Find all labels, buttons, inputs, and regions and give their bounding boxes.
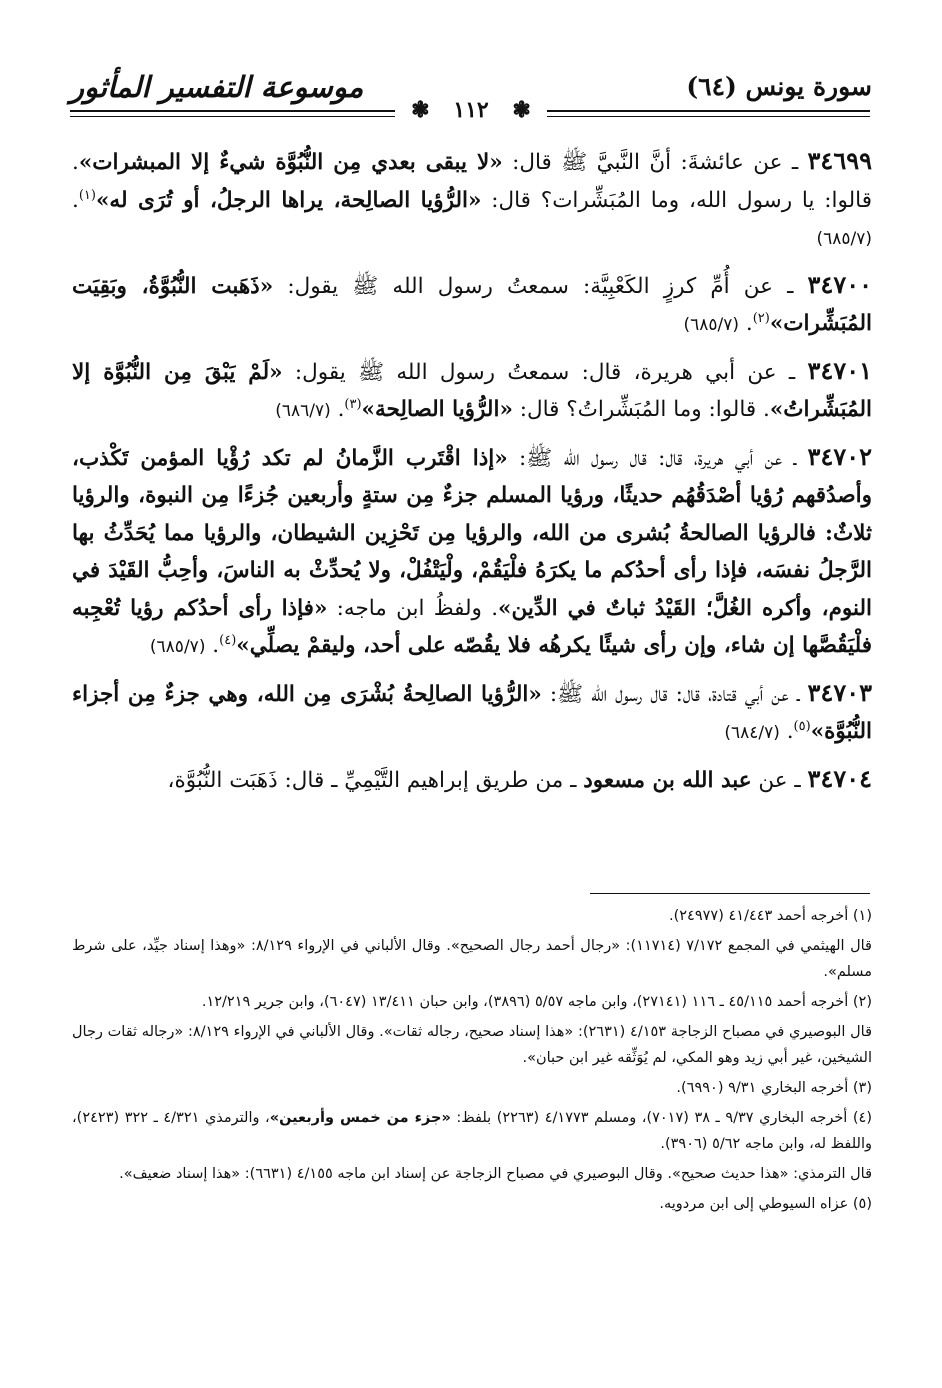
footnote [72, 989, 872, 1015]
text-segment: ـ عن عائشةَ: أنَّ النَّبيَّ ﷺ قال: [502, 150, 808, 175]
text-segment: . قالوا: وما المُبَشِّراتُ؟ قال: [512, 397, 770, 422]
book-title: موسوعة التفسير المأثور [70, 70, 364, 104]
footnote-text: ، والترمذي ٤/٣٢١ ـ ٣٢٢ (٢٤٢٣)، واللفظ له، وابن ماجه ٥/٦٢ (٣٩٠٦). [72, 1110, 872, 1152]
quote-text: «لا يبقى بعدي مِن النُّبُوَّة شيءٌ إلا المبشرات» [78, 150, 503, 175]
quote-text: «الرُّؤيا الصالِحةُ بُشْرَى مِن الله، وهي جزءٌ مِن أجزاء النُّبُوَّة» [72, 681, 872, 744]
page-number-bar [0, 97, 942, 123]
text-segment: . [72, 187, 79, 213]
entry-number: ٣٤٦٩٩ [807, 146, 872, 175]
footnote-marker: (٤) [219, 632, 237, 648]
footnote-text: (٣) أخرجه البخاري ٩/٣١ (٦٩٩٠). [676, 1080, 872, 1096]
quote-text: «ذَهَبت النُّبُوَّةُ، وبَقِيَت المُبَشِّرات» [72, 273, 872, 336]
footnote-text: (٢) أخرجه أحمد ٤٥/١١٥ ـ ١١٦ (٢٧١٤١)، وابن ماجه ٥/٥٧ (٣٨٩٦)، وابن حبان ١٣/٤١١ (٦٠٤٧)، وابن جرير ١٢/٢١٩. [201, 994, 872, 1010]
text-segment: . [779, 719, 794, 744]
footnote-marker: (٣) [344, 396, 362, 412]
quote-text: «إذا اقْتَرب الزَّمانُ لم تكد رُؤْيا المؤمن تَكْذب، وأصدُقهم رُؤيا أصْدَقُهُم حديثًا، ورؤيا المسلم جزءٌ مِن ستةٍ وأربعين جُزءًا مِن النبوة، والرؤيا ثلاثٌ: فالرؤيا الصالحةُ بُشرى من الله، والرؤيا مِن تَحْزِين الشيطان، والرؤيا مما يُحَدِّثُ بها الرَّجلُ نفسَه، فإذا رأى أحدُكم ما يكرَهُ فلْيَقُمْ، ولْيَتْفُلْ، ولا يُحدِّثْ به الناسَ، وأحِبُّ القَيْدَ في النوم، وأكره الغُلَّ؛ القَيْدُ ثباتٌ في الدِّين» [72, 445, 872, 621]
footnote-separator [590, 893, 870, 894]
text-segment: ـ عن [751, 767, 808, 793]
text-segment: . قالوا: يا رسول الله، وما المُبَشِّرات؟ قال: [72, 150, 872, 213]
footnote [72, 903, 872, 929]
footnote-marker: (٢) [752, 310, 770, 326]
source-reference: (٦٨٥/٧) [816, 229, 872, 249]
ornament-icon: ❃ [403, 97, 437, 123]
quote-text: عبد الله بن مسعود [583, 767, 752, 793]
footnote-marker: (١) [78, 187, 96, 203]
quote-text: «فإذا رأى أحدُكم رؤيا تُعْجِبه فلْيَقُصَّها إن شاء، وإن رأى شيئًا يكرهُه فلا يقُصّه على أحد، وليقمْ يصلِّي» [72, 595, 872, 658]
source-reference: (٦٨٦/٧) [275, 401, 331, 421]
footnote-text: قال البوصيري في مصباح الزجاجة ٤/١٥٣ (٢٦٣١): «هذا إسناد صحيح، رجاله ثقات». وقال الألباني في الإرواء ٨/١٢٩: «رجاله ثقات رجال الشيخين، غير أبي زيد وهو المكي، لم يُوَثِّقه غير ابن حبان». [72, 1024, 872, 1066]
text-segment: ـ عن أبي هريرة، قال: سمعتُ رسول الله ﷺ يقول: [282, 359, 808, 385]
entry-number: ٣٤٧٠٢ [807, 441, 872, 471]
footnote [72, 1161, 872, 1187]
source-reference: (٦٨٥/٧) [683, 315, 740, 335]
text-segment: . ولفظُ ابن ماجه: [327, 595, 499, 621]
quote-text: «لَمْ يَبْقَ مِن النُّبُوَّة إلا المُبَشِّراتُ» [72, 359, 872, 422]
text-segment: ـ عن أبي هريرة، قال: قال رسول الله ﷺ: [507, 445, 808, 471]
footnote-quote: «جزء من خمس وأربعين» [269, 1110, 451, 1126]
text-segment: . [205, 633, 220, 658]
hadith-entry [72, 760, 872, 800]
hadith-entry [72, 266, 872, 345]
entry-number: ٣٤٧٠٤ [807, 763, 872, 793]
footnote-text: قال الترمذي: «هذا حديث صحيح». وقال البوصيري في مصباح الزجاجة عن إسناد ابن ماجه ٤/١٥٥ (٦٦٣١): «هذا إسناد ضعيف». [119, 1166, 872, 1182]
footnote [72, 1105, 872, 1157]
footnote-text: (٤) أخرجه البخاري ٩/٣٧ ـ ٣٨ (٧٠١٧)، ومسلم ٤/١٧٧٣ (٢٢٦٣) بلفظ: [450, 1110, 872, 1126]
footnote [72, 1191, 872, 1217]
hadith-entry [72, 352, 872, 431]
footnote [72, 1019, 872, 1071]
footnote-text: قال الهيثمي في المجمع ٧/١٧٢ (١١٧١٤): «رجال أحمد رجال الصحيح». وقال الألباني في الإرواء ٨/١٢٩: «وهذا إسناد جيِّد، على شرط مسلم». [72, 938, 872, 980]
text-segment: . [330, 397, 345, 422]
footnotes [72, 903, 872, 1221]
page-number: ١١٢ [445, 97, 496, 123]
ornament-icon: ❃ [504, 97, 538, 123]
hadith-entries [72, 142, 872, 806]
surah-title: سورة يونس (٦٤) [686, 72, 872, 101]
footnote [72, 933, 872, 985]
quote-text: «الرُّؤيا الصالِحة» [361, 397, 513, 422]
entry-number: ٣٤٧٠١ [807, 355, 872, 385]
hadith-entry [72, 674, 872, 753]
text-segment: ـ عن أُمِّ كرزٍ الكَعْبِيَّة: سمعتُ رسول الله ﷺ يقول: [273, 273, 808, 299]
page-number-wrap [395, 97, 547, 123]
footnote [72, 1075, 872, 1101]
source-reference: (٦٨٥/٧) [149, 637, 206, 657]
footnote-text: (٥) عزاه السيوطي إلى ابن مردويه. [659, 1196, 872, 1212]
source-reference: (٦٨٤/٧) [724, 723, 780, 743]
entry-number: ٣٤٧٠٠ [807, 269, 872, 299]
text-segment: ـ من طريق إبراهيم التَّيْمِيِّ ـ قال: ذَهَبَت النُّبُوَّة، [167, 767, 584, 793]
text-segment: . [739, 311, 753, 336]
hadith-entry [72, 142, 872, 259]
footnote-text: (١) أخرجه أحمد ٤١/٤٤٣ (٢٤٩٧٧). [668, 908, 872, 924]
hadith-entry [72, 438, 872, 667]
text-segment: ـ عن أبي قتادة، قال: قال رسول الله ﷺ: [541, 681, 808, 707]
entry-number: ٣٤٧٠٣ [807, 677, 872, 707]
footnote-marker: (٥) [793, 718, 811, 734]
quote-text: «الرُّؤيا الصالِحة، يراها الرجلُ، أو تُرَى له» [95, 187, 482, 213]
